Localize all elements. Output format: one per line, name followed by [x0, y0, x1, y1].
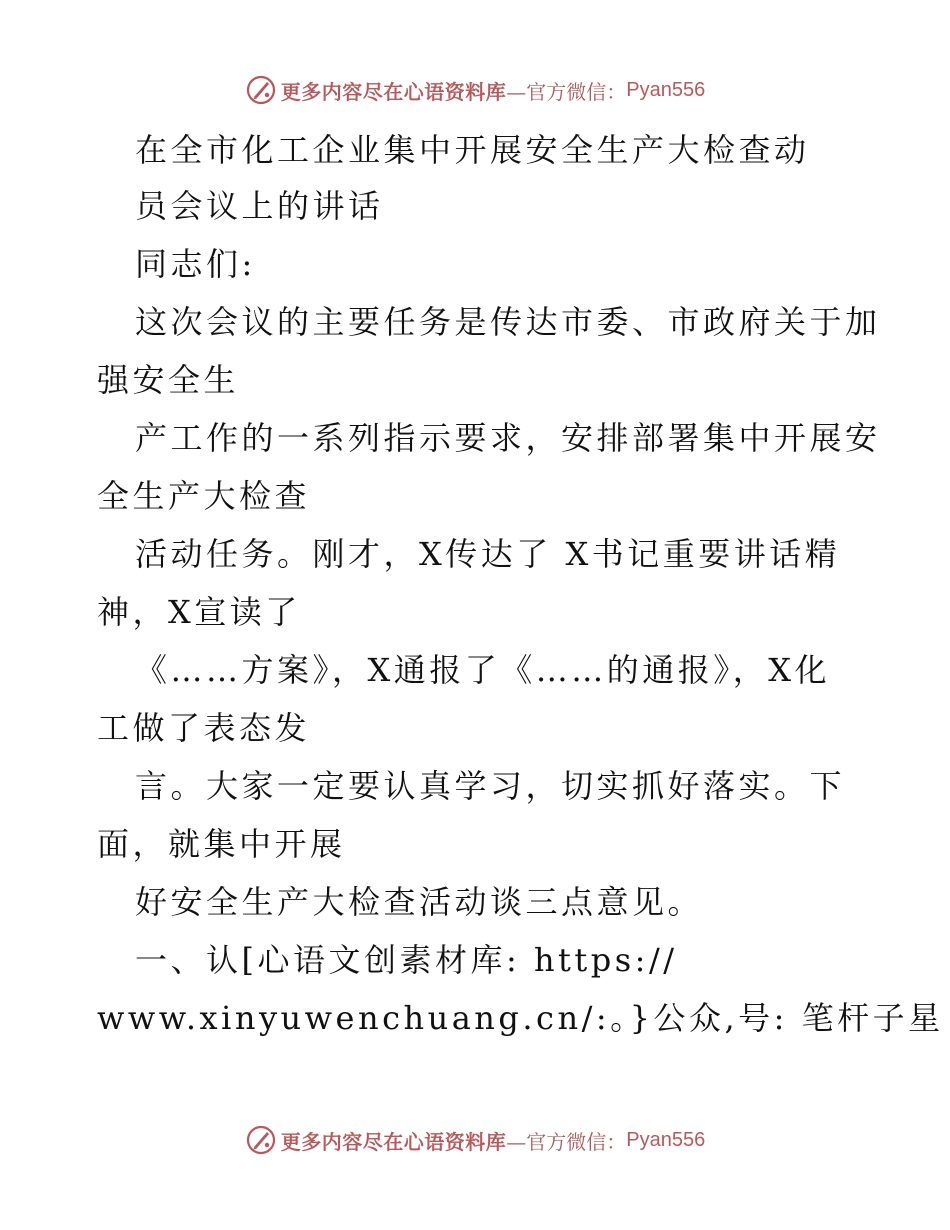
paragraph-line: 面，就集中开展: [97, 825, 346, 863]
salutation: 同志们:: [135, 245, 256, 283]
section-heading-line: 一、认[心语文创素材库: https://: [135, 941, 678, 979]
banner-sub-text: —官方微信：: [506, 79, 627, 104]
quill-logo-icon: [245, 1124, 277, 1156]
banner-sub-text: —官方微信：: [506, 1129, 627, 1154]
paragraph-line: 好安全生产大检查活动谈三点意见。: [135, 883, 704, 921]
doc-title-line-1: 在全市化工企业集中开展安全生产大检查动: [135, 131, 810, 169]
paragraph-line: 这次会议的主要任务是传达市委、市政府关于加: [135, 303, 881, 341]
quill-logo-icon: [245, 74, 277, 106]
paragraph-line: 全生产大检查: [97, 477, 311, 515]
doc-title-line-2: 员会议上的讲话: [135, 187, 384, 225]
banner-main-text: 更多内容尽在心语资料库: [280, 1129, 507, 1154]
paragraph-line: 《……方案》，X通报了《……的通报》，X化: [135, 651, 831, 689]
paragraph-line: 产工作的一系列指示要求，安排部署集中开展安: [135, 419, 881, 457]
footer-banner: [0, 1120, 950, 1160]
paragraph-line: 活动任务。刚才，X传达了 X书记重要讲话精: [135, 535, 841, 573]
paragraph-line: 神，X宣读了: [97, 593, 301, 631]
header-banner: [0, 70, 950, 110]
paragraph-line: 言。大家一定要认真学习，切实抓好落实。下: [135, 767, 846, 805]
paragraph-line: 工做了表态发: [97, 709, 311, 747]
banner-main-text: 更多内容尽在心语资料库: [280, 79, 507, 104]
banner-wechat-id: Pyan556: [626, 1128, 706, 1151]
banner-wechat-id: Pyan556: [626, 78, 706, 101]
paragraph-line: 强安全生: [97, 361, 240, 399]
url-line: www.xinyuwenchuang.cn/:。}公众,号: 笔杆子星: [97, 999, 944, 1037]
